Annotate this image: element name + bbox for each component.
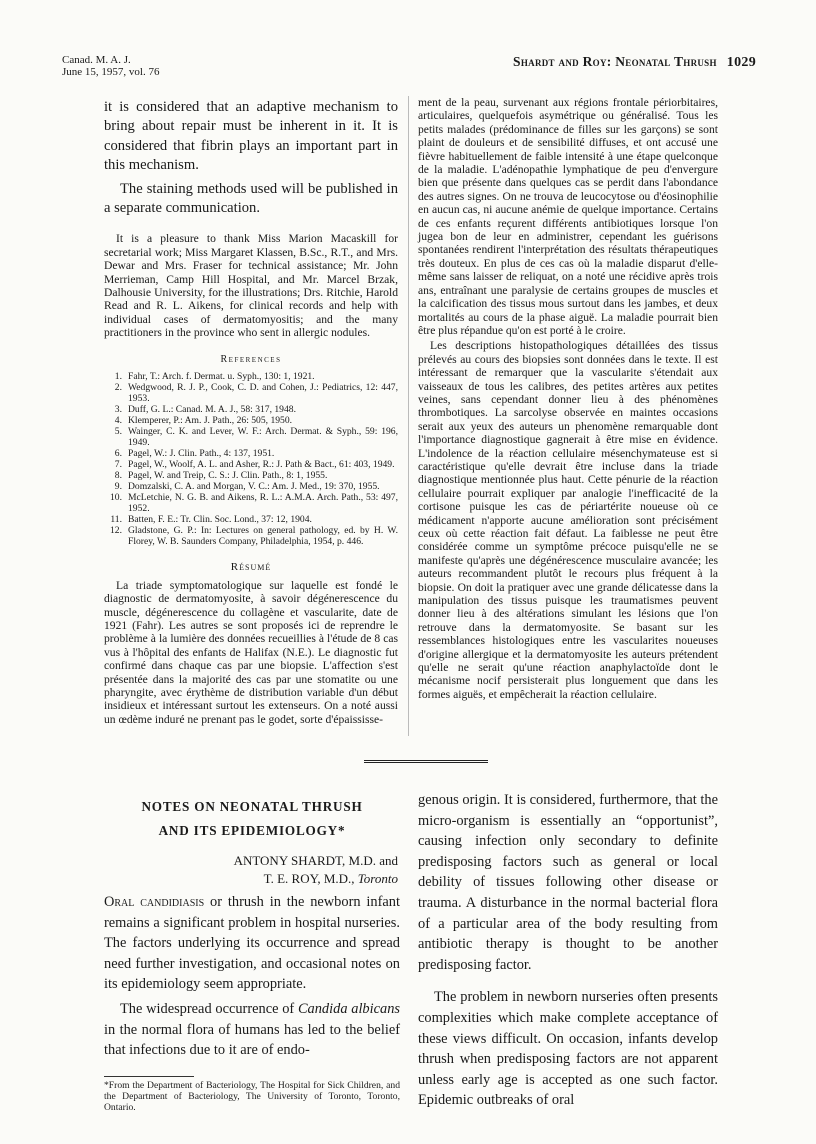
references-list: [104, 371, 398, 547]
article-title: [104, 795, 400, 843]
reference-number: 8.: [114, 469, 122, 481]
reference-text: Wainger, C. K. and Lever, W. F.: Arch. Dermat. & Syph., 59: 196, 1949.: [128, 425, 398, 448]
reference-item: [104, 371, 398, 382]
reference-number: 4.: [114, 414, 122, 426]
reference-number: 1.: [114, 370, 122, 382]
reference-item: [104, 525, 398, 547]
article-title-line: NOTES ON NEONATAL THRUSH: [141, 799, 363, 814]
column-separator: [408, 96, 409, 736]
reference-text: Gladstone, G. P.: In: Lectures on general pathology, ed. by H. W. Florey, W. B. Saunders Company, Philadelphia, 1954, p. 446.: [128, 524, 398, 547]
reference-item: [104, 382, 398, 404]
resume-paragraph: ment de la peau, survenant aux régions frontale périorbitaires, articulaires, quelquefois asymétrique ou généralisé. Tous les petits malades (prédominance de filles sur les garçons) se sont plaint de douleurs et de sensibilité diffuses, et ont accusé une fièvre habituellement de faible intensité à une étape quelconque de la maladie. L'adénopathie lymphatique de peu d'envergure bien que présente dans quelques cas se perdit dans l'abondance des autres signes. On ne trouva de leucocytose ou d'éosinophilie en aucun cas, ni aucune anémie de quelque importance. Certains de ces enfants reçurent différents antibiotiques lorsque l'on jugea bon de leur en administrer, cependant les guérisons spontanées rendirent l'interprétation des résultats thérapeutiques très douteux. En plus de ces cas où la maladie disparut d'elle-même sans laisser de reliquat, on a noté une récidive après trois ans, entraînant une paralysie de certains groupes de muscles et la calcification des tissus mous surtout dans les jambes, et deux mortalités au cours de la phase aiguë. La maladie pourrait bien être plus répandue qu'on est porté à le croire.: [418, 96, 718, 337]
paragraph-text: or thrush in the newborn infant remains a significant problem in hospital nurseries. The factors underlying its occurrence and spread need further investigation, and occasional notes on its epidemiology seem appropriate.: [104, 894, 400, 993]
reference-text: Klemperer, P.: Am. J. Path., 26: 505, 1950.: [128, 414, 293, 426]
reference-text: McLetchie, N. G. B. and Aikens, R. L.: A.M.A. Arch. Path., 53: 497, 1952.: [128, 491, 398, 514]
reference-text: Pagel, W. and Treip, C. S.: J. Clin. Path., 8: 1, 1955.: [128, 469, 328, 481]
reference-item: [104, 514, 398, 525]
reference-number: 12.: [110, 524, 122, 536]
lead-words: Oral candidiasis: [104, 894, 205, 910]
bottom-left-column: [104, 892, 400, 1061]
reference-number: 2.: [114, 381, 122, 393]
reference-number: 7.: [114, 458, 122, 470]
body-paragraph: The staining methods used will be published in a separate communication.: [104, 180, 398, 217]
reference-item: [104, 415, 398, 426]
top-left-column: [104, 98, 398, 726]
body-paragraph: genous origin. It is considered, furthermore, that the micro-organism is essentially an “opportunist”, causing infection only secondary to definite predisposing factors such as general or local debility of tissues following other disease or trauma. A disturbance in the normal bacterial flora of a particular area of the body resulting from antibiotic therapy is thought to be another predisposing factor.: [418, 792, 718, 973]
reference-text: Pagel, W., Woolf, A. L. and Asher, R.: J. Path & Bact., 61: 403, 1949.: [128, 458, 395, 470]
reference-number: 10.: [110, 491, 122, 503]
acknowledgements: It is a pleasure to thank Miss Marion Macaskill for secretarial work; Miss Margaret Klassen, B.Sc., R.T., and Mrs. Dewar and Mrs. Fraser for technical assistance; Mr. John Merrieman, Camp Hill Hospital, and Mr. Marcel Brzak, Dalhousie University, for the illustrations; Drs. Ritchie, Harold Read and R. L. Aikens, for clinical records and help with individual cases of dermatomyositis; and the many practitioners in the province who sent in allergic nodules.: [104, 232, 398, 340]
resume-heading: Résumé: [230, 560, 272, 573]
paragraph-text: in the normal flora of humans has led to the belief that infections due to it are of endo-: [104, 1021, 400, 1059]
top-right-column: [418, 96, 718, 701]
reference-item: [104, 404, 398, 415]
running-header: [513, 54, 756, 71]
reference-text: Fahr, T.: Arch. f. Dermat. u. Syph., 130: 1, 1921.: [128, 370, 315, 382]
reference-number: 11.: [110, 513, 122, 525]
body-paragraph: it is considered that an adaptive mechanism to bring about repair must be inherent in it. It is considered that fibrin plays an important part in this mechanism.: [104, 99, 398, 174]
species-name: Candida albicans: [297, 1000, 401, 1017]
reference-number: 3.: [114, 403, 122, 415]
resume-paragraph: Les descriptions histopathologiques détaillées des tissus prélevés au cours des biopsies sont données dans le texte. Il est intéressant de remarquer que la vascularite s'étendait aux vaisseaux de tous les calibres, des petites artères aux petites veines, sans cependant donner lieu à des phénomènes thrombotiques. La sarcolyse observée en maintes occasions serait aux yeux des auteurs un phenomène remarquable dont l'importance diagnostique gagnerait à être mise en évidence. L'indolence de la réaction cellulaire mésenchymateuse est si caractéristique qu'elle devrait être incluse dans la triade diagnostique mentionnée plus haut. Cette pénurie de la réaction cellulaire pourrait expliquer par analogie l'inefficacité de la cortisone puisque les cas de périartérite noueuse où ce médicament n'apporte aucune amélioration sont précisément ceux où cette réaction fait défaut. La faiblesse ne peut être considérée comme un symptôme précoce puisqu'elle ne se manifeste qu'après une dégénérescence musculaire avancée; les auteurs recommandent plutôt le recours plus fréquent à la biopsie. On doit la pratiquer avec une grande délicatesse dans la manipulation des tissus puisque les traumatismes peuvent donner lieu à des altérations simulant les lésions que l'on retrouve dans la dermatomyosite. Se basant sur les ressemblances histologiques entre les vascularites noueuses d'origine allergique et la dermatomyosite les auteurs prétendent qu'elle ne serait qu'une réaction anaphylactoïde dont le mécanisme nocif persisterait plus longuement que dans les formes aiguës, et empêcherait la réaction cellulaire.: [418, 339, 718, 701]
reference-item: [104, 470, 398, 481]
reference-number: 9.: [114, 480, 122, 492]
journal-date: June 15, 1957, vol. 76: [62, 66, 160, 78]
article-authors: [234, 852, 398, 888]
author-place: Toronto: [357, 871, 398, 886]
footnote-rule: [104, 1076, 194, 1077]
resume-paragraph: La triade symptomatologique sur laquelle est fondé le diagnostic de dermatomyosite, à savoir dégénerescence du muscle, dégénerescence du collagène et vascularite, date de 1921 (Fahr). Les autres se sont proposés ici de reprendre le problème à la lumière des données recueillies à l'étude de 8 cas vus à l'hôpital des enfants de Halifax (N.E.). Le diagnostic fut confirmé dans chaque cas par une biopsie. L'affection s'est présentée dans la majorité des cas par une stomatite ou une pharyngite, avec érythème de distribution variable d'un début insidieux et intéressant surtout les extenseurs. On a noté aussi un œdème induré ne prenant pas le godet, sorte d'épaississe-: [104, 578, 398, 726]
paragraph-text: The widespread occurrence of: [120, 1000, 298, 1017]
body-paragraph: [104, 999, 400, 1061]
author-name: T. E. ROY, M.D.,: [263, 871, 355, 886]
body-paragraph: The problem in newborn nurseries often presents complexities which make complete acceptance of these views difficult. On occasion, infants develop thrush when predisposing factors are not apparent unless early age is accepted as one such factor. Epidemic outbreaks of oral: [418, 989, 718, 1109]
reference-item: [104, 459, 398, 470]
reference-number: 6.: [114, 447, 122, 459]
author-line: ANTONY SHARDT, M.D. and: [233, 853, 398, 868]
reference-text: Batten, F. E.: Tr. Clin. Soc. Lond., 37: 12, 1904.: [128, 513, 312, 525]
reference-item: [104, 426, 398, 448]
references-heading: References: [220, 353, 282, 365]
author-line: [234, 870, 398, 888]
bottom-right-column: [418, 790, 718, 1111]
footnote: *From the Department of Bacteriology, The Hospital for Sick Children, and the Department of Bacteriology, The University of Toronto, Toronto, Ontario.: [104, 1080, 400, 1113]
reference-item: [104, 448, 398, 459]
article-title-line: AND ITS EPIDEMIOLOGY*: [158, 823, 346, 838]
reference-text: Domzalski, C. A. and Morgan, V. C.: Am. J. Med., 19: 370, 1955.: [128, 480, 380, 492]
journal-citation: [62, 54, 159, 78]
reference-text: Pagel, W.: J. Clin. Path., 4: 137, 1951.: [128, 447, 275, 459]
journal-name: Canad. M. A. J.: [62, 54, 131, 66]
section-divider: [364, 760, 488, 763]
reference-item: [104, 492, 398, 514]
reference-item: [104, 481, 398, 492]
reference-number: 5.: [114, 425, 122, 437]
page-number: 1029: [726, 55, 756, 70]
body-paragraph: [104, 892, 400, 995]
reference-text: Wedgwood, R. J. P., Cook, C. D. and Cohen, J.: Pediatrics, 12: 447, 1953.: [128, 381, 398, 404]
running-title: Shardt and Roy: Neonatal Thrush: [513, 54, 717, 69]
reference-text: Duff, G. L.: Canad. M. A. J., 58: 317, 1948.: [128, 403, 296, 415]
